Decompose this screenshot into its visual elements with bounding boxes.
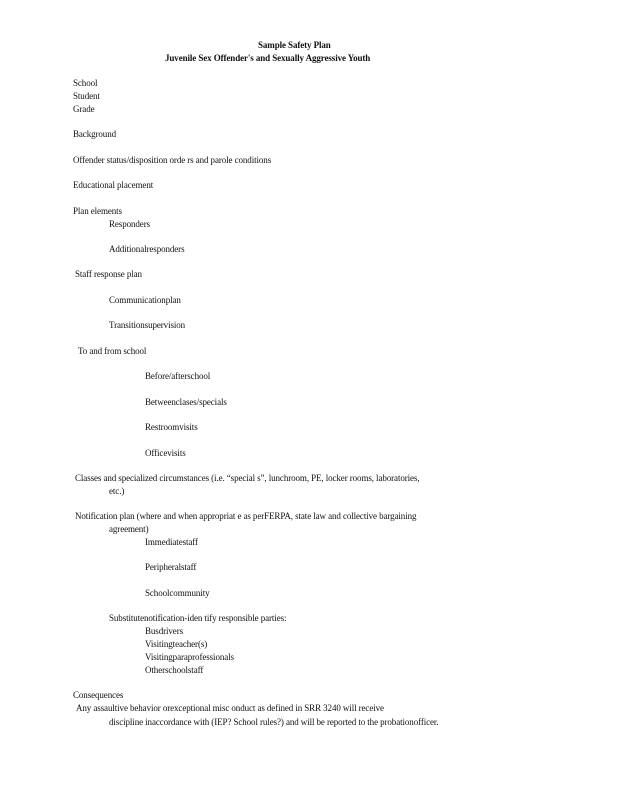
section-classes-line-2: etc.): [109, 486, 125, 496]
consequences-line-1: Any assaultive behavior orexceptional misc onduct as defined in SRR 3240 will receive: [76, 703, 384, 713]
item-transition-supervision: Transitionsupervision: [109, 320, 186, 330]
field-student: Student: [73, 91, 100, 101]
item-communication-plan: Communicationplan: [109, 295, 181, 305]
section-notification-line-2: agreement): [109, 524, 149, 534]
item-visiting-teachers: Visitingteacher(s): [145, 639, 208, 649]
consequences-line-2: discipline inaccordance with (IEP? School rules?) and will be reported to the probationofficer.: [109, 717, 439, 727]
item-office-visits: Officevisits: [145, 448, 186, 458]
section-offender-status: Offender status/disposition orde rs and parole conditions: [73, 155, 272, 165]
title-line-1: Sample Safety Plan: [258, 40, 331, 50]
section-consequences: Consequences: [73, 690, 124, 700]
item-restroom-visits: Restroomvisits: [145, 422, 198, 432]
item-other-school-staff: Otherschoolstaff: [145, 665, 204, 675]
item-responders: Responders: [109, 219, 150, 229]
section-to-and-from-school: To and from school: [78, 346, 147, 356]
section-plan-elements: Plan elements: [73, 206, 122, 216]
field-school: School: [73, 78, 98, 88]
item-bus-drivers: Busdrivers: [145, 626, 183, 636]
item-school-community: Schoolcommunity: [145, 588, 210, 598]
item-peripheral-staff: Peripheralstaff: [145, 562, 197, 572]
item-visiting-paraprofessionals: Visitingparaprofessionals: [145, 652, 234, 662]
section-staff-response-plan: Staff response plan: [75, 269, 142, 279]
item-additional-responders: Additionalresponders: [109, 244, 185, 254]
field-grade: Grade: [73, 104, 95, 114]
section-classes-line-1: Classes and specialized circumstances (i.e. “special s”, lunchroom, PE, locker rooms, laboratories,: [75, 473, 420, 483]
title-line-2: Juvenile Sex Offender's and Sexually Aggressive Youth: [165, 53, 371, 63]
item-before-after-school: Before/afterschool: [145, 371, 211, 381]
item-substitute-notification: Substitutenotification-iden tify responsible parties:: [109, 613, 287, 623]
section-educational-placement: Educational placement: [73, 180, 154, 190]
item-between-classes: Betweenclases/specials: [145, 397, 227, 407]
item-immediate-staff: Immediatestaff: [145, 537, 198, 547]
section-background: Background: [73, 129, 116, 139]
section-notification-line-1: Notification plan (where and when appropriat e as perFERPA, state law and collective bargaining: [75, 511, 417, 521]
